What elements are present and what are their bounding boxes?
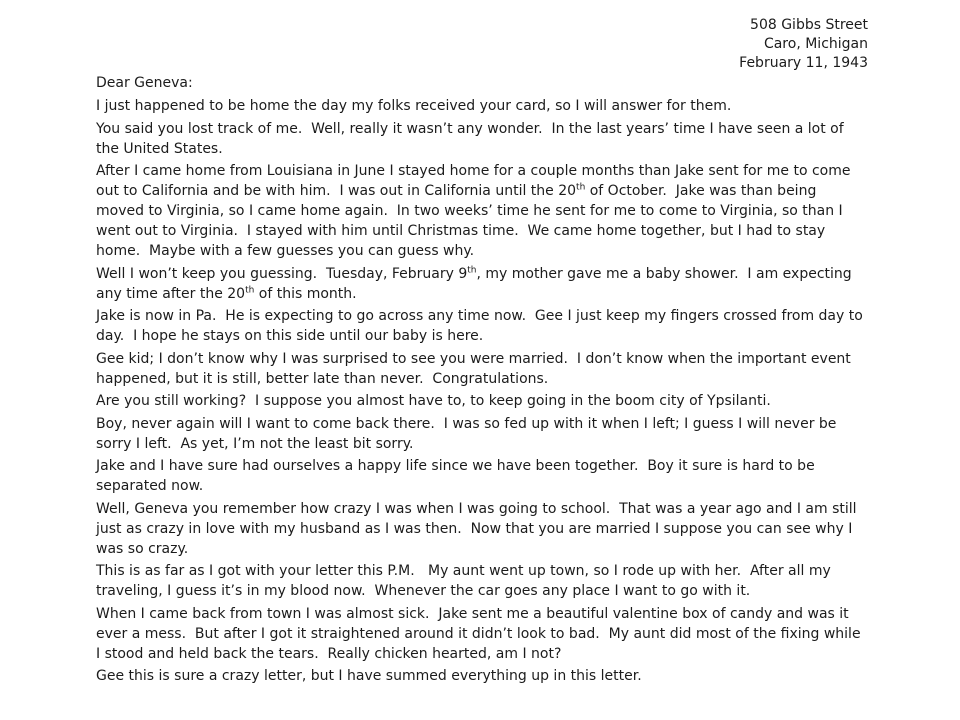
paragraph-text: Gee kid; I don’t know why I was surprised to see you were married. I don’t know when the important event happened, but it is still, better late than never. Congratulations.: [96, 350, 856, 387]
letter-header: [96, 16, 868, 73]
paragraph-text: Jake and I have sure had ourselves a happy life since we have been together. Boy it sure is hard to be separated now.: [96, 458, 820, 494]
paragraph-text: Well I won’t keep you guessing. Tuesday, February 9: [96, 265, 468, 282]
salutation: Dear Geneva:: [96, 75, 193, 91]
paragraph-text: After I came home from Louisiana in June I stayed home for a couple months than Jake sent for me to come out to California and be with him. I was out in California until the 20: [96, 163, 855, 199]
paragraph-text: of this month.: [254, 285, 357, 302]
paragraph-text: When I came back from town I was almost sick. Jake sent me a beautiful valentine box of candy and was it ever a mess. But after I got it straightened around it didn’t look to bad. My aunt did most of the fixing while I stood and held back the tears. Really chicken hearted, am I not?: [96, 605, 866, 662]
paragraph: [96, 119, 868, 159]
letter-date: February 11, 1943: [739, 55, 868, 71]
paragraph: [96, 96, 868, 116]
paragraph-text: , my mother gave me a baby shower. I am expecting any time after the 20: [96, 265, 857, 302]
paragraph-text: I just happened to be home the day my folks received your card, so I will answer for them.: [96, 98, 732, 114]
paragraph: [96, 306, 868, 346]
paragraph-text: Boy, never again will I want to come back there. I was so fed up with it when I left; I guess I will never be sorry I left. As yet, I’m not the least bit sorry.: [96, 415, 841, 452]
ordinal-superscript: th: [245, 284, 255, 295]
paragraph: [96, 349, 868, 389]
paragraph: [96, 391, 868, 411]
paragraph: [96, 414, 868, 454]
paragraph: [96, 161, 868, 261]
paragraph-text: Jake is now in Pa. He is expecting to go across any time now. Gee I just keep my fingers crossed from day to day. I hope he stays on this side until our baby is here.: [96, 308, 868, 344]
paragraph-text: Are you still working? I suppose you almost have to, to keep going in the boom city of Ypsilanti.: [96, 393, 771, 409]
paragraph: [96, 456, 868, 496]
paragraph-text: This is as far as I got with your letter this P.M. My aunt went up town, so I rode up with her. After all my traveling, I guess it’s in my blood now. Whenever the car goes any place I want to go with it.: [96, 563, 836, 599]
sender-address-line2: Caro, Michigan: [763, 36, 868, 52]
paragraph-text: of October. Jake was than being moved to Virginia, so I came home again. In two weeks’ time he sent for me to come to Virginia, so than I went out to Virginia. I stayed with him until Christmas time. We came home together, but I had to stay home. Maybe with a few guesses you can guess why.: [96, 183, 848, 259]
paragraph: [96, 561, 868, 601]
sender-address-line1: 508 Gibbs Street: [750, 17, 868, 33]
ordinal-superscript: th: [576, 182, 586, 193]
letter-body: [96, 96, 868, 686]
paragraph: [96, 499, 868, 559]
paragraph-text: Well, Geneva you remember how crazy I was when I was going to school. That was a year ago and I am still just as crazy in love with my husband as I was then. Now that you are married I suppose you can see why I was so crazy.: [96, 500, 861, 557]
paragraph: [96, 666, 868, 686]
paragraph: [96, 264, 868, 304]
ordinal-superscript: th: [467, 264, 477, 275]
paragraph-text: You said you lost track of me. Well, really it wasn’t any wonder. In the last years’ time I have seen a lot of the United States.: [96, 120, 849, 157]
paragraph-text: Gee this is sure a crazy letter, but I have summed everything up in this letter.: [96, 668, 642, 684]
paragraph: [96, 604, 868, 664]
